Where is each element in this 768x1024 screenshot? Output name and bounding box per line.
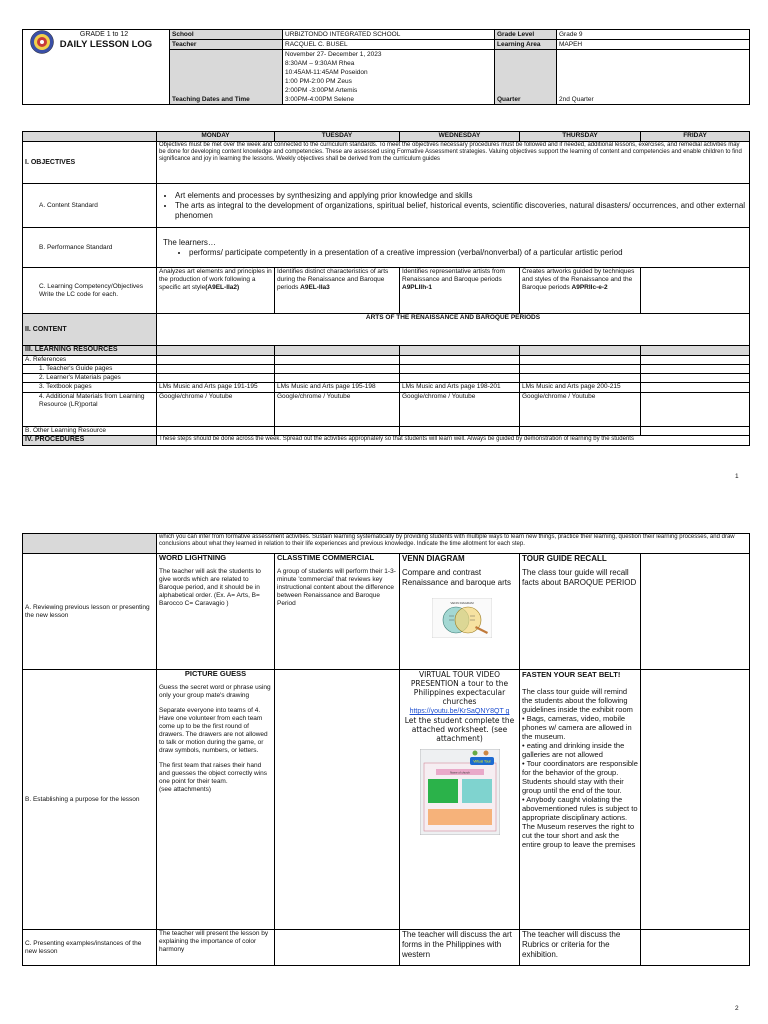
grade-level-value: Grade 9: [557, 30, 750, 40]
grade-range: GRADE 1 to 12: [79, 31, 129, 38]
school-label: School: [170, 30, 283, 40]
content-standard-label: A. Content Standard: [23, 184, 157, 228]
competency-cell: [400, 268, 520, 314]
performance-item: • performs/ participate competently in a presentation of a creative impression (verbal/nonverbal) of a particular artistic period: [189, 248, 747, 258]
page2-main-table: [22, 533, 750, 966]
worksheet-icon: [420, 749, 500, 835]
textbook-value: LMs Music and Arts page 191-195: [157, 383, 275, 393]
date-line: November 27- December 1, 2023: [285, 51, 382, 58]
purpose-mon-p1: Guess the secret word or phrase using only your group mate's drawing: [159, 684, 271, 699]
date-line: 2:00PM -3:00PM Artemis: [285, 87, 358, 94]
purpose-thu-title: FASTEN YOUR SEAT BELT!: [522, 670, 621, 679]
dates-value: [283, 50, 495, 105]
purpose-thu-intro: The class tour guide will remind the students about the following guidelines inside the exhibit room: [522, 687, 633, 714]
day-header: TUESDAY: [275, 132, 400, 142]
review-thu-title: TOUR GUIDE RECALL: [522, 554, 607, 563]
textbook-value: LMs Music and Arts page 195-198: [275, 383, 400, 393]
school-value: URBIZTONDO INTEGRATED SCHOOL: [283, 30, 495, 40]
page-number: 1: [735, 473, 739, 480]
review-wednesday: [400, 554, 520, 670]
content-label: II. CONTENT: [23, 314, 157, 346]
day-header: MONDAY: [157, 132, 275, 142]
procedures-text: These steps should be done across the week. Spread out the activities appropriately so that students will learn well. Always be guided by demonstration of learning by the students: [157, 436, 750, 446]
tg-label: 1. Teacher's Guide pages: [23, 365, 157, 374]
additional-value: Google/chrome / Youtube: [400, 393, 520, 427]
additional-value: Google/chrome / Youtube: [275, 393, 400, 427]
review-mon-text: The teacher will ask the students to give words which are related to Baroque period, and it should be in alphabetical order. (Ex. A= Arts, B= Barocco C= Caravagio ): [159, 568, 261, 607]
purpose-mon-title: PICTURE GUESS: [184, 669, 247, 678]
purpose-mon-p2: Separate everyone into teams of 4. Have one volunteer from each team come up to be the first round of drawers. The drawers are not allowed to talk or motion during the game, or draw symbols, numbers, or letters.: [159, 707, 268, 754]
quarter-label: Quarter: [495, 50, 557, 105]
procedures-text-continued: which you can infer from formative assessment activities. Sustain learning systematically by providing students with multiple ways to learn new things, practice their learning, question their learning processes, and draw conclusions about what they learned in relation to their life experiences and previous knowledge. Indicate the time allotment for each step.: [157, 534, 750, 554]
performance-standard-label: B. Performance Standard: [23, 228, 157, 268]
learning-area-label: Learning Area: [495, 40, 557, 50]
worksheet-badge: Virtual Tour: [472, 759, 491, 764]
procedures-label: IV. PROCEDURES: [23, 436, 157, 446]
header-table: [22, 29, 750, 105]
references-label: A. References: [23, 356, 157, 365]
date-line: 3:00PM-4:00PM Selene: [285, 96, 355, 103]
teacher-label: Teacher: [170, 40, 283, 50]
performance-intro: The learners…: [163, 237, 216, 247]
purpose-thu-rule: • Bags, cameras, video, mobile phones w/ camera are allowed in the museum.: [522, 714, 632, 741]
review-mon-title: WORD LIGHTNING: [159, 553, 227, 562]
lm-label: 2. Learner's Materials pages: [23, 374, 157, 383]
date-line: 10:45AM-11:45AM Poseidon: [285, 69, 368, 76]
purpose-label: B. Establishing a purpose for the lesson: [23, 670, 157, 930]
purpose-thu-rule: • Anybody caught violating the abovementioned rules is subject to appropriate disciplinary actions. The Museum reserves the right to cut the tour short and ask the entire group to leave the premises: [522, 795, 638, 849]
review-thu-text: The class tour guide will recall facts about BAROQUE PERIOD: [522, 568, 637, 587]
performance-standard-value: [157, 228, 750, 268]
purpose-wed-title: VIRTUAL TOUR VIDEO PRESENTION a tour to the Philippines expectacular churches: [410, 670, 509, 706]
purpose-wed-text: Let the student complete the attached worksheet. (see attachment): [404, 716, 515, 743]
review-monday: [157, 554, 275, 670]
textbook-value: LMs Music and Arts page 200-215: [520, 383, 641, 393]
competency-cell: [520, 268, 641, 314]
venn-diagram-image: [432, 598, 492, 638]
competency-code: A9PLIIh-1: [402, 284, 432, 291]
worksheet-header: Name of church: [449, 770, 470, 775]
additional-value: Google/chrome / Youtube: [157, 393, 275, 427]
competency-code: A9EL-IIa3: [300, 284, 330, 291]
doc-title: DAILY LESSON LOG: [59, 39, 153, 50]
review-tuesday: [275, 554, 400, 670]
purpose-mon-p4: (see attachments): [159, 786, 212, 793]
page-number: 2: [735, 1005, 739, 1012]
competency-text: Identifies distinct characteristics of arts during the Renaissance and Baroque periods: [277, 268, 389, 291]
quarter-value: 2nd Quarter: [557, 50, 750, 105]
textbook-value: LMs Music and Arts page 198-201: [400, 383, 520, 393]
resources-label: III. LEARNING RESOURCES: [23, 346, 157, 356]
review-label: A. Reviewing previous lesson or presenting the new lesson: [23, 554, 157, 670]
content-text: ARTS OF THE RENAISSANCE AND BAROQUE PERIODS: [157, 314, 750, 346]
venn-diagram-icon: [432, 598, 492, 638]
venn-caption: VENN DIAGRAM: [450, 601, 474, 605]
present-wed-text: The teacher will discuss the art forms in the Philippines with western: [400, 930, 520, 966]
learning-area-value: MAPEH: [557, 40, 750, 50]
review-wed-text: Compare and contrast Renaissance and baroque arts: [402, 568, 511, 587]
date-line: 8:30AM – 9:30AM Rhea: [285, 60, 355, 67]
objectives-label: I. OBJECTIVES: [23, 142, 157, 184]
competency-text: Analyzes art elements and principles in the production of work following a specific art style: [159, 268, 272, 291]
purpose-wednesday: [400, 670, 520, 930]
additional-materials-label: 4. Additional Materials from Learning Resource (LR)portal: [23, 393, 157, 427]
competency-cell: [275, 268, 400, 314]
present-mon-text: The teacher will present the lesson by explaining the importance of color harmony: [157, 930, 275, 966]
competency-label: C. Learning Competency/Objectives Write the LC code for each.: [23, 268, 157, 314]
additional-value: Google/chrome / Youtube: [520, 393, 641, 427]
days-header-row: [23, 132, 750, 142]
content-standard-value: [157, 184, 750, 228]
purpose-thursday: [520, 670, 641, 930]
day-header: WEDNESDAY: [400, 132, 520, 142]
purpose-monday: [157, 670, 275, 930]
day-header: FRIDAY: [641, 132, 750, 142]
competency-text: Creates artworks guided by techniques and styles of the Renaissance and the Baroque periods: [522, 268, 635, 291]
worksheet-image: [420, 749, 500, 835]
review-thursday: [520, 554, 641, 670]
date-line: 1:00 PM-2:00 PM Zeus: [285, 78, 352, 85]
youtube-link[interactable]: https://youtu.be/KrSaQNY8QT g: [409, 708, 510, 715]
present-thu-text: The teacher will discuss the Rubrics or criteria for the exhibition.: [520, 930, 641, 966]
competency-text: Identifies representative artists from Renaissance and Baroque periods: [402, 268, 505, 283]
content-standard-item: • Art elements and processes by synthesizing and applying prior knowledge and skills: [175, 191, 747, 201]
present-label: C. Presenting examples/instances of the new lesson: [23, 930, 157, 966]
review-tue-title: CLASSTIME COMMERCIAL: [277, 553, 375, 562]
grade-level-label: Grade Level: [495, 30, 557, 40]
review-tue-text: A group of students will perform their 1-3-minute 'commercial' that reviews key instructional content about the difference between Renaissance and Baroque Period: [277, 568, 396, 607]
day-header: THURSDAY: [520, 132, 641, 142]
review-wed-title: VENN DIAGRAM: [402, 554, 465, 563]
competency-code: A9PRIIc-e-2: [571, 284, 608, 291]
content-standard-item: • The arts as integral to the development of organizations, spiritual belief, historical events, scientific discoveries, natural disasters/ occurrences, and other external phenomen: [175, 201, 747, 221]
other-resource-label: B. Other Learning Resource: [23, 427, 157, 436]
objectives-text: Objectives must be met over the week and connected to the curriculum standards. To meet the objectives necessary procedures must be followed and if needed, additional lessons, exercises, and remedial activities may be done for developing content knowledge and competencies. These are assessed using Formative Assessment strategies. Valuing objectives support the learning of content and competencies and enable children to find significance and joy in learning the lessons. Weekly objectives shall be derived from the curriculum guides: [157, 142, 750, 184]
purpose-thu-rule: • eating and drinking inside the galleries are not allowed: [522, 741, 625, 759]
dates-label: Teaching Dates and Time: [170, 50, 283, 105]
competency-code: (A9EL-IIa2): [205, 284, 240, 291]
teacher-value: RACQUEL C. BUSEL: [283, 40, 495, 50]
purpose-thu-rule: • Tour coordinators are responsible for the behavior of the group. Students should stay with their group until the end of the tour.: [522, 759, 638, 795]
textbook-label: 3. Textbook pages: [23, 383, 157, 393]
page1-main-table: [22, 131, 750, 446]
purpose-mon-p3: The first team that raises their hand and guesses the object correctly wins one point for their team.: [159, 762, 268, 785]
competency-cell: [157, 268, 275, 314]
